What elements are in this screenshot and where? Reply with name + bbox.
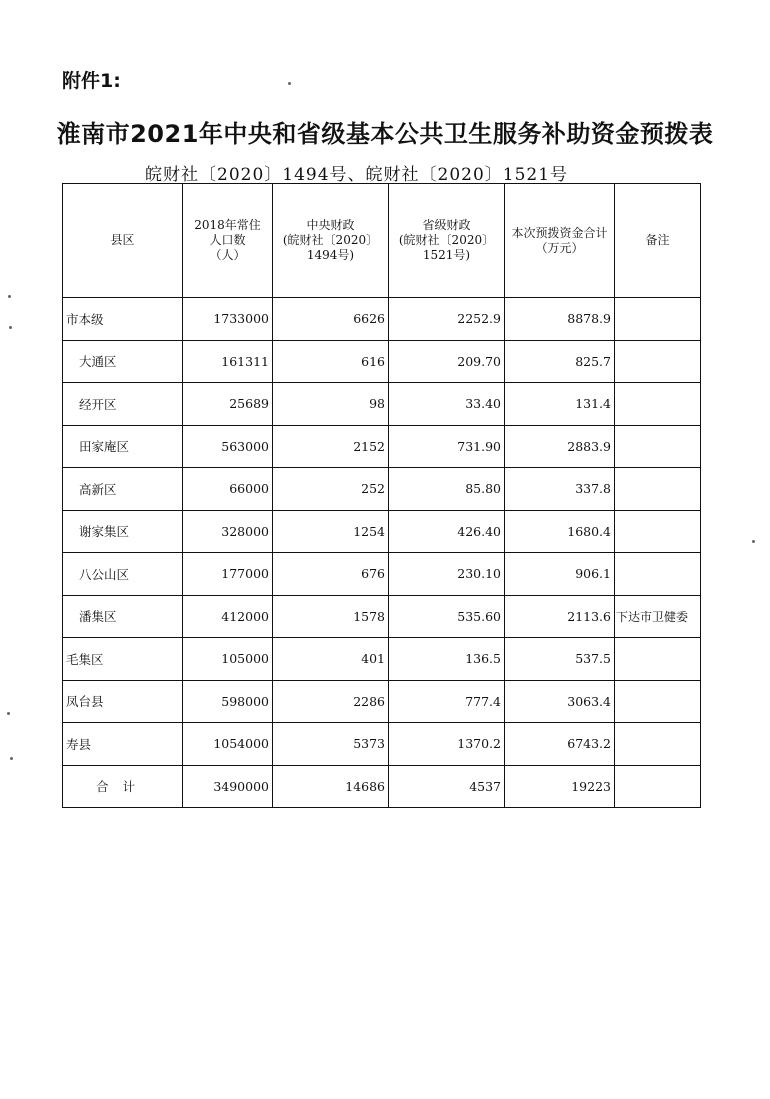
- cell-remark: [615, 680, 701, 723]
- cell-remark: [615, 425, 701, 468]
- cell-central: 676: [273, 553, 389, 596]
- header-population-line: 人口数: [209, 233, 246, 247]
- header-total-line: （万元）: [535, 240, 584, 255]
- cell-central: 98: [273, 383, 389, 426]
- scan-speck: [288, 82, 291, 85]
- cell-county: 经开区: [63, 383, 183, 426]
- table-row: [63, 638, 701, 681]
- cell-population: 412000: [183, 595, 273, 638]
- cell-central: 401: [273, 638, 389, 681]
- cell-remark: [615, 723, 701, 766]
- cell-central: 2286: [273, 680, 389, 723]
- header-provincial-line: (皖财社〔2020〕: [398, 233, 495, 247]
- table-row: [63, 723, 701, 766]
- cell-population: 105000: [183, 638, 273, 681]
- cell-population: 328000: [183, 510, 273, 553]
- header-remark: 备注: [615, 184, 701, 298]
- cell-county: 潘集区: [63, 595, 183, 638]
- table-row: [63, 468, 701, 511]
- cell-remark: [615, 298, 701, 341]
- header-provincial-line: 1521号): [422, 248, 471, 262]
- header-total-funding: [505, 184, 615, 298]
- table-row: [63, 425, 701, 468]
- cell-provincial: 33.40: [389, 383, 505, 426]
- cell-total: 906.1: [505, 553, 615, 596]
- cell-total: 2113.6: [505, 595, 615, 638]
- cell-county: 谢家集区: [63, 510, 183, 553]
- cell-total: 6743.2: [505, 723, 615, 766]
- cell-county: 大通区: [63, 340, 183, 383]
- cell-population: 563000: [183, 425, 273, 468]
- cell-county: 田家庵区: [63, 425, 183, 468]
- cell-provincial: 731.90: [389, 425, 505, 468]
- scan-speck: [10, 757, 13, 760]
- cell-county: 寿县: [63, 723, 183, 766]
- cell-remark: [615, 383, 701, 426]
- cell-population-total: 3490000: [183, 765, 273, 808]
- cell-provincial: 777.4: [389, 680, 505, 723]
- cell-remark: [615, 468, 701, 511]
- table-row: [63, 595, 701, 638]
- cell-grand-total: 19223: [505, 765, 615, 808]
- table-header-row: [63, 184, 701, 298]
- cell-total: 1680.4: [505, 510, 615, 553]
- cell-remark: 下达市卫健委: [615, 595, 701, 638]
- table-row: [63, 510, 701, 553]
- cell-population: 161311: [183, 340, 273, 383]
- cell-provincial: 2252.9: [389, 298, 505, 341]
- header-central-finance: [273, 184, 389, 298]
- header-central-line: 中央财政: [306, 218, 355, 232]
- funding-table: [62, 183, 701, 808]
- table-row: [63, 680, 701, 723]
- cell-central: 5373: [273, 723, 389, 766]
- table-row: [63, 298, 701, 341]
- cell-provincial: 426.40: [389, 510, 505, 553]
- document-title: 淮南市2021年中央和省级基本公共卫生服务补助资金预拨表: [56, 120, 714, 148]
- cell-central: 616: [273, 340, 389, 383]
- cell-total: 337.8: [505, 468, 615, 511]
- cell-county: 八公山区: [63, 553, 183, 596]
- table-row: [63, 340, 701, 383]
- cell-central-total: 14686: [273, 765, 389, 808]
- cell-population: 1733000: [183, 298, 273, 341]
- cell-central: 6626: [273, 298, 389, 341]
- cell-provincial: 230.10: [389, 553, 505, 596]
- cell-total: 537.5: [505, 638, 615, 681]
- header-population-line: （人）: [209, 248, 246, 262]
- header-county: 县区: [63, 184, 183, 298]
- cell-central: 1578: [273, 595, 389, 638]
- cell-population: 66000: [183, 468, 273, 511]
- cell-central: 1254: [273, 510, 389, 553]
- cell-remark: [615, 510, 701, 553]
- cell-total-label: 合计: [63, 765, 183, 808]
- cell-population: 25689: [183, 383, 273, 426]
- cell-population: 1054000: [183, 723, 273, 766]
- cell-provincial: 136.5: [389, 638, 505, 681]
- cell-central: 252: [273, 468, 389, 511]
- cell-total: 131.4: [505, 383, 615, 426]
- cell-county: 市本级: [63, 298, 183, 341]
- attachment-label: 附件1:: [62, 70, 121, 92]
- cell-county: 高新区: [63, 468, 183, 511]
- cell-total: 8878.9: [505, 298, 615, 341]
- table-row: [63, 553, 701, 596]
- cell-remark: [615, 765, 701, 808]
- scan-speck: [9, 326, 12, 329]
- cell-population: 177000: [183, 553, 273, 596]
- cell-provincial: 209.70: [389, 340, 505, 383]
- header-population-line: 2018年常住: [194, 218, 261, 232]
- header-central-line: 1494号): [306, 248, 355, 262]
- cell-total: 2883.9: [505, 425, 615, 468]
- scan-speck: [7, 712, 10, 715]
- document-reference-numbers: 皖财社〔2020〕1494号、皖财社〔2020〕1521号: [145, 165, 569, 185]
- cell-remark: [615, 638, 701, 681]
- table-total-row: [63, 765, 701, 808]
- cell-county: 凤台县: [63, 680, 183, 723]
- scan-speck: [8, 295, 11, 298]
- header-provincial-line: 省级财政: [422, 218, 471, 232]
- cell-provincial: 1370.2: [389, 723, 505, 766]
- cell-remark: [615, 340, 701, 383]
- header-total-line: 本次预拨资金合计: [511, 225, 608, 240]
- scan-speck: [752, 540, 755, 543]
- header-central-line: (皖财社〔2020〕: [282, 233, 379, 247]
- cell-remark: [615, 553, 701, 596]
- cell-population: 598000: [183, 680, 273, 723]
- cell-total: 825.7: [505, 340, 615, 383]
- cell-total: 3063.4: [505, 680, 615, 723]
- cell-provincial: 535.60: [389, 595, 505, 638]
- header-provincial-finance: [389, 184, 505, 298]
- cell-county: 毛集区: [63, 638, 183, 681]
- header-population: [183, 184, 273, 298]
- cell-central: 2152: [273, 425, 389, 468]
- cell-provincial-total: 4537: [389, 765, 505, 808]
- table-row: [63, 383, 701, 426]
- cell-provincial: 85.80: [389, 468, 505, 511]
